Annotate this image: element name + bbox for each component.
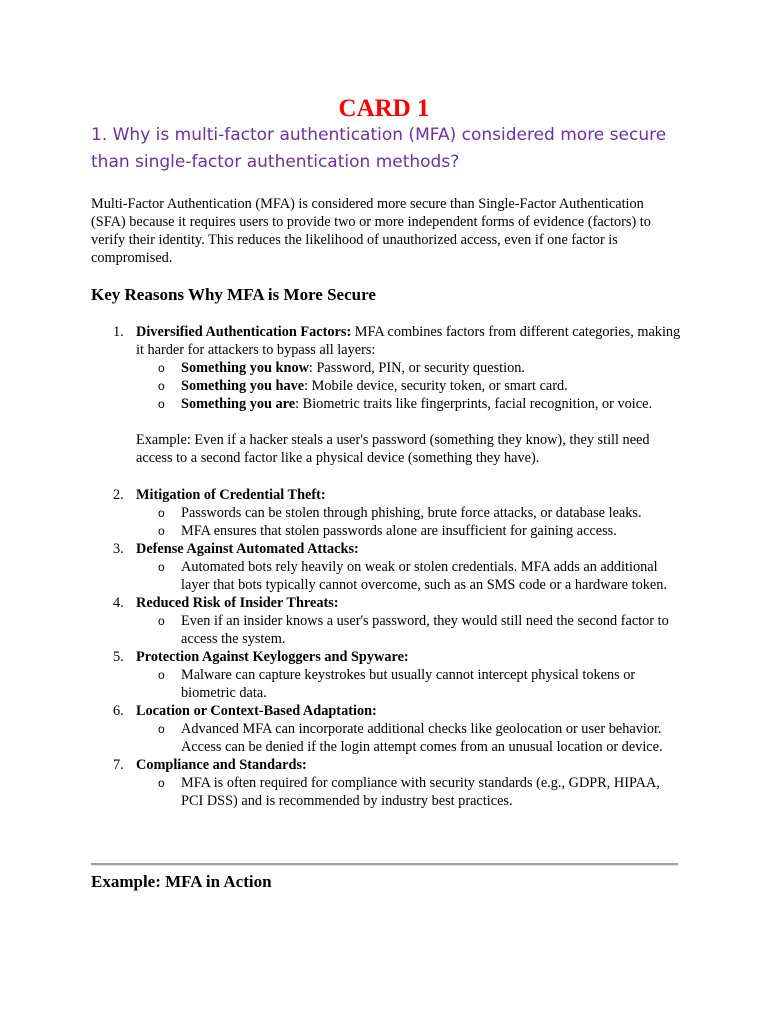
list-number: 3.: [113, 541, 124, 557]
sub-list-item: [91, 504, 681, 522]
card-title: CARD 1: [338, 95, 430, 122]
question-heading: 1. Why is multi-factor authentication (MFA) considered more secure than single-factor authentication methods?: [91, 125, 667, 172]
list-number: 2.: [113, 487, 124, 503]
list-item: [91, 702, 681, 720]
list-item: [91, 648, 681, 666]
sub-list-item: [91, 395, 681, 413]
bullet-icon: o: [158, 524, 165, 538]
sub-item-bold: Something you know: [181, 360, 309, 376]
bullet-icon: o: [158, 614, 165, 628]
bullet-icon: o: [158, 722, 165, 736]
sub-item-text: MFA ensures that stolen passwords alone are insufficient for gaining access.: [181, 523, 617, 539]
sub-list-item: [91, 774, 681, 810]
sub-list-item: [91, 720, 681, 756]
sub-item-bold: Something you have: [181, 378, 305, 394]
sub-list-item: [91, 666, 681, 702]
list-number: 4.: [113, 595, 124, 611]
list-number: 1.: [113, 324, 124, 340]
reason-title: Diversified Authentication Factors:: [136, 324, 352, 340]
sub-item-text: : Biometric traits like fingerprints, facial recognition, or voice.: [295, 396, 653, 412]
sub-item-bold: Something you are: [181, 396, 296, 412]
sub-list-item: [91, 558, 681, 594]
sub-item-text: Passwords can be stolen through phishing, brute force attacks, or database leaks.: [181, 505, 642, 521]
sub-item-text: Advanced MFA can incorporate additional checks like geolocation or user behavior. Access can be denied if the login attempt comes from an unusual location or device.: [181, 721, 663, 755]
bullet-icon: o: [158, 560, 165, 574]
bullet-icon: o: [158, 379, 165, 393]
reasons-list-part-2: [91, 486, 681, 810]
sub-item-text: Even if an insider knows a user's password, they would still need the second factor to access the system.: [181, 613, 669, 647]
list-item: [91, 756, 681, 774]
reason-title: Defense Against Automated Attacks:: [136, 541, 359, 557]
bullet-icon: o: [158, 397, 165, 411]
sub-list-item: [91, 612, 681, 648]
sub-item-text: Automated bots rely heavily on weak or stolen credentials. MFA adds an additional layer that bots typically cannot overcome, such as an SMS code or a hardware token.: [181, 559, 667, 593]
sub-item-text: MFA is often required for compliance with security standards (e.g., GDPR, HIPAA, PCI DSS) and is recommended by industry best practices.: [181, 775, 660, 809]
sub-item-text: : Mobile device, security token, or smart card.: [304, 378, 568, 394]
horizontal-divider: [91, 863, 678, 866]
list-item: [91, 323, 681, 359]
bullet-icon: o: [158, 776, 165, 790]
sub-item-text: Malware can capture keystrokes but usually cannot intercept physical tokens or biometric data.: [181, 667, 636, 701]
reason-text: MFA combines factors from different categories, making it harder for attackers to bypass all layers:: [136, 324, 681, 358]
reason-title: Protection Against Keyloggers and Spyware:: [136, 649, 409, 665]
bullet-icon: o: [158, 506, 165, 520]
reason-title: Compliance and Standards:: [136, 757, 307, 773]
sub-list-item: [91, 522, 681, 540]
list-number: 6.: [113, 703, 124, 719]
key-reasons-heading: Key Reasons Why MFA is More Secure: [91, 285, 376, 304]
intro-paragraph: Multi-Factor Authentication (MFA) is considered more secure than Single-Factor Authentication (SFA) because it requires users to provide two or more independent forms of evidence (factors) to verify their identity. This reduces the likelihood of unauthorized access, even if one factor is compromised.: [91, 196, 651, 266]
reasons-list-part-1: [91, 323, 681, 485]
list-item: [91, 486, 681, 504]
reason-title: Location or Context-Based Adaptation:: [136, 703, 377, 719]
example-heading: Example: MFA in Action: [91, 872, 272, 891]
bullet-icon: o: [158, 361, 165, 375]
list-item: [91, 594, 681, 612]
example-paragraph: Example: Even if a hacker steals a user's password (something they know), they still need access to a second factor like a physical device (something they have).: [136, 432, 650, 466]
list-item: [91, 540, 681, 558]
list-number: 7.: [113, 757, 124, 773]
sub-item-text: : Password, PIN, or security question.: [308, 360, 525, 376]
reason-title: Reduced Risk of Insider Threats:: [136, 595, 339, 611]
sub-list-item: [91, 359, 681, 377]
reason-title: Mitigation of Credential Theft:: [136, 487, 326, 503]
list-number: 5.: [113, 649, 124, 665]
bullet-icon: o: [158, 668, 165, 682]
sub-list-item: [91, 377, 681, 395]
